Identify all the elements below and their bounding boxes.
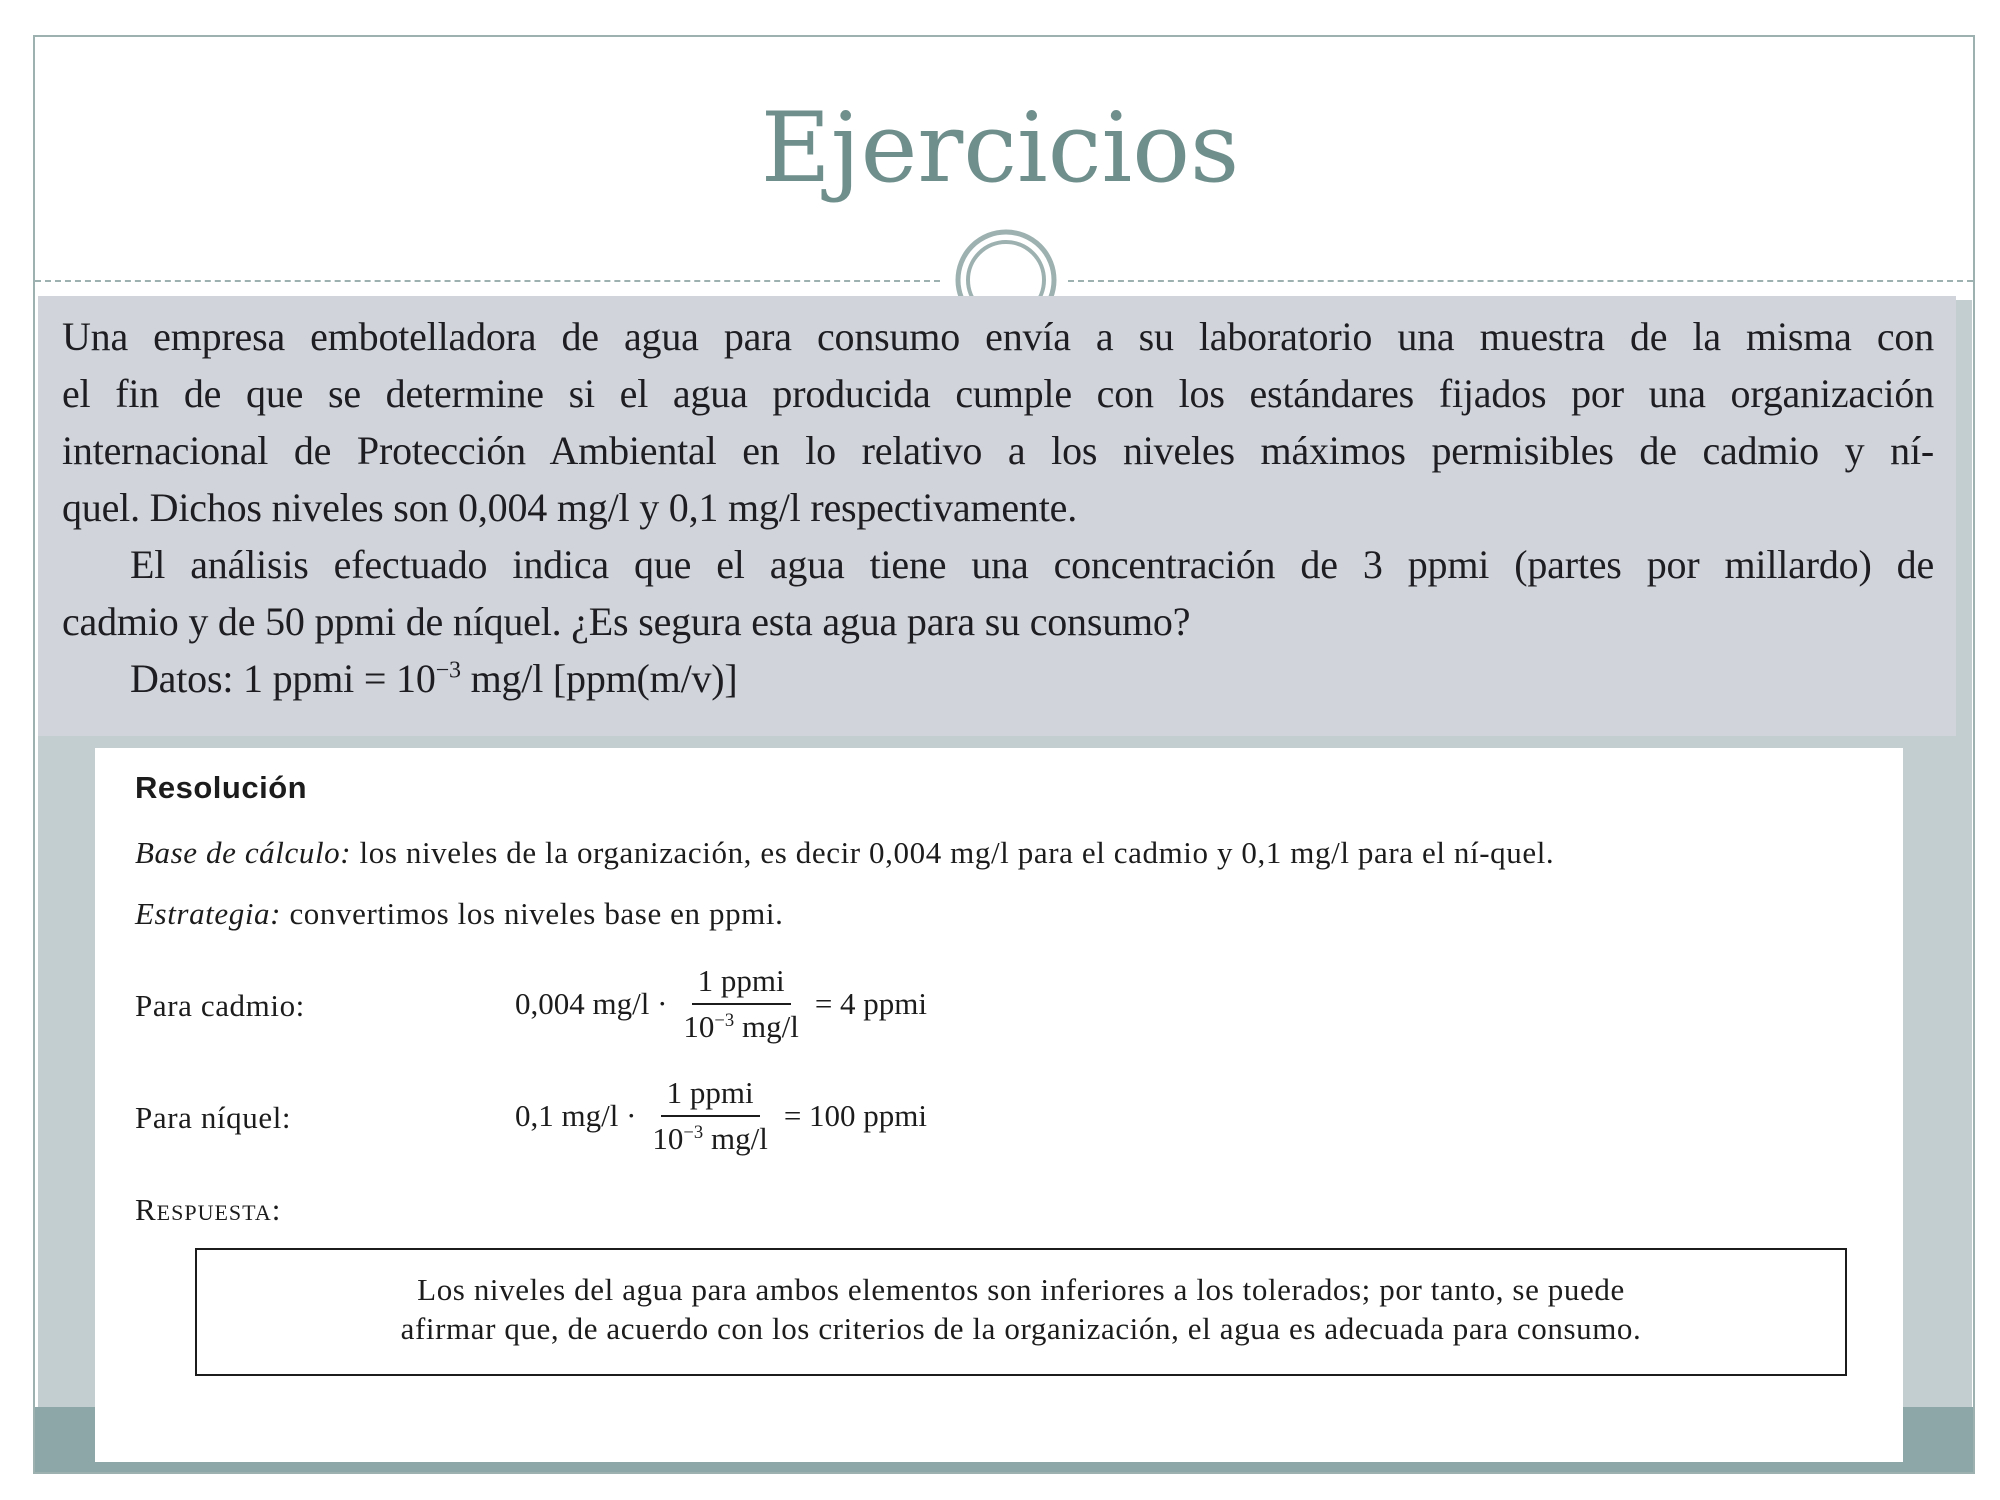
fraction-numerator: 1 ppmi [692,963,791,1005]
calc-label: Para cadmio: [135,988,305,1023]
title-divider-left [35,280,940,282]
title-divider-right [1068,280,1973,282]
answer-box [195,1248,1847,1376]
calc-row-cadmio [135,954,1867,1066]
datos-prefix: Datos: 1 ppmi = 10 [130,656,436,701]
fraction-denominator [646,1117,773,1157]
fraction-numerator: 1 ppmi [661,1075,760,1117]
datos-exponent: −3 [435,657,461,684]
calc-equation [515,954,927,1054]
respuesta-label [135,1192,1867,1228]
strategy-label: Estrategia: [135,896,282,931]
problem-data-line [62,650,1934,707]
problem-line: internacional de Protección Ambiental en lo relativo a los niveles máximos permisibles de cadmio y ní- [62,428,1934,473]
calc-result: = 100 ppmi [783,1098,928,1133]
den-base: 10 [683,1009,715,1044]
base-text: los niveles de la organización, es decir 0,004 mg/l para el cadmio y 0,1 mg/l para el ní-quel. [351,835,1555,870]
den-exponent: −3 [714,1009,735,1031]
resolution-heading: Resolución [135,770,308,805]
fraction [677,963,804,1045]
calc-label: Para níquel: [135,1100,292,1135]
resolution-panel [95,748,1903,1462]
base-paragraph [135,832,1867,873]
respuesta-text: Respuesta: [135,1192,282,1227]
strategy-text: convertimos los niveles base en ppmi. [281,896,784,931]
slide-title: Ejercicios [760,92,1240,204]
problem-line: El análisis efectuado indica que el agua tiene una concentración de 3 ppmi (partes por millardo) de [130,542,1934,587]
calc-row-niquel [135,1066,1867,1178]
problem-statement [38,296,1956,736]
calc-result: = 4 ppmi [814,986,928,1021]
problem-line: el fin de que se determine si el agua producida cumple con los estándares fijados por una organización [62,371,1934,416]
answer-line: afirmar que, de acuerdo con los criterios de la organización, el agua es adecuada para consumo. [400,1311,1642,1346]
den-unit: mg/l [703,1121,768,1156]
answer-line: Los niveles del agua para ambos elementos son inferiores a los tolerados; por tanto, se puede [417,1272,1625,1307]
calc-equation [515,1066,927,1166]
problem-line: quel. Dichos niveles son 0,004 mg/l y 0,1 mg/l respectivamente. [62,485,1077,530]
fraction-denominator [677,1005,804,1045]
calc-value: 0,1 mg/l · [515,1098,637,1133]
base-label: Base de cálculo: [135,835,352,870]
den-base: 10 [652,1121,684,1156]
strategy-paragraph [135,893,1867,934]
den-unit: mg/l [734,1009,799,1044]
fraction [646,1075,773,1157]
problem-line: Una empresa embotelladora de agua para consumo envía a su laboratorio una muestra de la misma con [62,314,1934,359]
datos-suffix: mg/l [ppm(m/v)] [460,656,738,701]
calc-value: 0,004 mg/l · [515,986,668,1021]
problem-line: cadmio y de 50 ppmi de níquel. ¿Es segura esta agua para su consumo? [62,599,1191,644]
den-exponent: −3 [683,1121,704,1143]
